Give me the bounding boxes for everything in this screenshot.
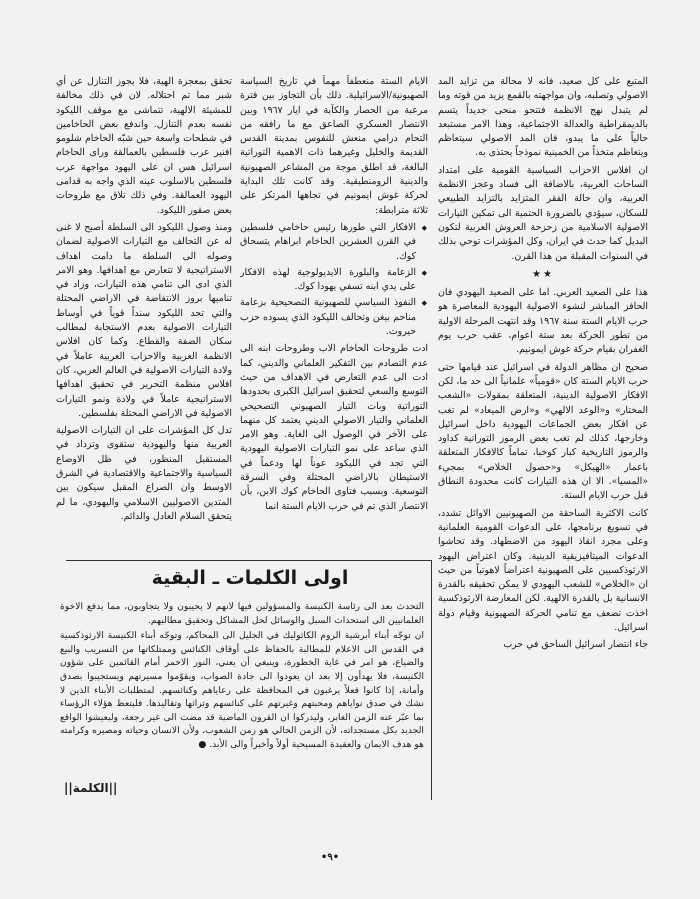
paragraph: ادت طروحات الحاخام الاب وطروحات ابنه الى عدم التصادم بين التفكير العلماني والديني، كما ادت الى عدم التعارض في الاهداف من حيث التوسع والسعي لتحقيق اسرائيل الكبرى بحدودها التوراتية وبات التيار الصهيوني التصحيحي العلماني والتيار الاصولي الديني يعتمد كل منهما على الآخر في الوصول الى الغاية. وهو الامر الذي ساعد على نمو التيارات الاصولية اليهودية التي تجد في الليكود عوناً لها ودعماً في الاستيطان بالاراضي المحتلة وفي السرقة التوسعية. وبسبب فتاوى الحاخام كوك الابن، بأن الانتصار الذي تم في حرب الايام الستة انما <box>240 343 428 512</box>
paragraph: التحدث بعد الى رئاسة الكنيسة والمسؤولين فيها لانهم لا يجيبون ولا يتجاوبون، مما يدفع الاخوة العلمانيين الى استحداث السبل والوسائل لحل المشاكل وتحقيق مطالبهم. <box>60 601 424 626</box>
paragraph: جاء انتصار اسرائيل الساحق في حرب <box>503 639 648 651</box>
box-body <box>60 600 424 778</box>
paragraph: ان افلاس الاحزاب السياسية القومية على امتداد الساحات العربية، بالاضافة الى فساد وعجز الانظمة العربية، وان حالة الفقر المتزايد بالتزايد الطبيعي للسكان، سيؤدي بالضرورة الحتمية الى تمكين التيارات الاصولية الاسلامية من زحزحة العروش العربية لتكون البديل كما حدث في ايران، وكل المؤشرات توحي بذلك في السنوات المقبلة من هذا القرن. <box>438 164 648 262</box>
list-item: ◆ الافكار التي طورها رئيس حاخامي فلسطين في القرن العشرين الحاخام ابراهام يتسحاق كوك. <box>240 221 416 264</box>
section-ornament: ★★ <box>532 268 554 280</box>
paragraph: هذا على الصعيد العربي. اما على الصعيد اليهودي فان الحافز المباشر لنشوء الاصولية اليهودية المعاصرة هو حرب الايام الستة سنة ١٩٦٧ وقد انتهت المرحلة الاولية من تطور الحركة بعد ستة اعوام، عقب حرب يوم الغفران بقيام حركة غوش ايمونيم. <box>438 287 648 356</box>
paragraph: ان توجّه أبناء أبرشية الروم الكاثوليك في الجليل الى المحاكم، وتوجّه أبناء الكنيسة الارثوذكسية في القدس الى الاعلام للمطالبة بالحفاظ على أوقاف الكنائس وممتلكاتها من التسريب والبيع والضياع، هو امر في غاية الخطورة، وينبغي أن يعني، النور الاحمر أمام القائمين على شؤون الكنيسة، فلا يهدأون إلا بعد ان يعودوا الى جادة الصواب، ويقوّموا مسيرتهم ويستجيبوا بصدق وأمانة، إذا كانوا فعلاً يرغبون في المحافظة على رعاياهم وكنائسهم. لمتطلبات الأبناء الذين لا نشك في صدق نواياهم ومحبتهم وغيرتهم على كنائسهم وتراثها وتقاليدها. فليتعظ هؤلاء الرؤساء بما عبّر عنه الزمن الغابر، وليدركوا ان القرون الماضية قد مضت الى غير رجعة، وليعيشوا الواقع الجديد بكل مستجداته، لأن الزمن الحالي هو زمن الشعوب، ولأن الانسان وحياته ومصيره وكرامته هو هدف الايمان والعقيدة المسيحية أولاً وأخيراً والى الأبد. ● <box>60 630 424 750</box>
box-divider-horizontal <box>66 560 432 561</box>
page-number-text: ٩ <box>327 852 333 863</box>
paragraph: تدل كل المؤشرات على ان التيارات الاصولية العربية منها واليهودية ستقوى وتزداد في المستقبل المنظور، في ظل الاوضاع السياسية والاجتماعية والاقتصادية في الشرق الاوسط وان الصراع المقبل سيكون بين المتدين الاصوليين الاسلامي واليهودي، ما لم يتحقق السلام العادل والدائم. <box>56 425 232 522</box>
page-number: •٩• <box>320 852 340 863</box>
paragraph: كانت الاكثرية الساحقة من الصهيونيين الاوائل تشدد، في تسويغ برنامجها، على الدعوات القومية العلمانية وعلى مجرد انقاذ اليهود من الاضطهاد. وقد تحاشوا الدعوات الميتافيزيقية الدينية. وكان اعتراض اليهود الارثوذكسيين على الصهيونية اعتراضاً لاهوتياً من حيث ان «الخلاص» للشعب اليهودي لا يمكن تحقيقه بالقدرة الانسانية بل بالقدرة الالهية. لكن المعارضة الارثوذكسية اخذت تضعف مع تنامي الحركة الصهيونية وقيام دولة اسرائيل. <box>438 507 648 633</box>
list-item: ◆ النفوذ السياسي للصهيونية التصحيحية بزعامة مناحم بيغن وتحالف الليكود الذي يسوده حزب حيروت. <box>240 296 416 339</box>
article-column-left <box>56 75 232 560</box>
paragraph: تحقق بمعجزة الهية، فلا يجوز التنازل عن أي شبر مما تم احتلاله. لان في ذلك مخالفة للمشيئة الالهية، تتماشى مع موقف الليكود نفسه بعدم التنازل. واندفع بعض الحاخامين في شطحات واسعة حين شبّه الحاخام شلومو افنير عرب فلسطين بالعمالقة وراى الحاخام اسرائيل هس ان على اليهود مواجهة عرب فلسطين بالاسلوب عينه الذي واجه به قدامى اليهود العمالقة. وفي ذلك تلاق مع طروحات بعض صقور الليكود. <box>56 76 232 216</box>
signature-text: الكلمة <box>72 781 109 795</box>
paragraph: المتبع على كل صعيد، فانه لا محالة من تزايد المد الاصولي وتصلبه، وان مواجهته بالقمع يزيد من قوته وما لم يتبدل نهج الانظمة فتتحو منحى جديداً يتسم بالديمقراطية والعدالة الاجتماعية، وهذا الامر مستبعد حالياً على ما يبدو، فان المد الاصولي سيتعاظم ويتعاظم متخذاً من الخمينية نموذجاً يحتذى به. <box>438 76 648 159</box>
box-title: اولى الكلمات ـ البقية <box>151 567 349 589</box>
bullet-list <box>240 221 428 339</box>
article-column-right <box>438 75 648 835</box>
article-column-middle <box>240 75 428 560</box>
list-item: ◆ الزعامة والبلورة الايديولوجية لهذه الافكار على يدي ابنه تسفي يهودا كوك. <box>240 266 416 295</box>
paragraph: ومنذ وصول الليكود الى السلطة أصبح لا غنى له عن التحالف مع التيارات الاصولية لضمان وصوله الى السلطة ما دامت اهداف الاستراتيجية لا تتعارض مع اهدافها. وهو الامر الذي ادى الى تنامي هذه التيارات، وزاد في تنامیها بروز الانتفاضة في الاراضي المحتلة والتي تجد الليكود سنداً قوياً في أوساط التيارات الاصولية بعدم الاستجابة لمطالب سكان الضفة والقطاع. وكما كان افلاس الانظمة العربية والاحزاب العربية عاملاً في ولادة التيارات الاصولية في العالم العربي، كان افلاس منظمة التحرير في تحقيق اهدافها الاستراتيجية عاملاً في ولادة ونمو التيارات الاصولية في الاراضي المحتلة بفلسطين. <box>56 221 232 419</box>
paragraph: صحيح ان مظاهر الدولة في اسرائيل عند قيامها حتى حرب الايام الستة كان «قومياً» علمانياً الى حد ما، لكن الافكار الاصولية الدينية، المتعلقة بمقولات «الشعب المختار» و«الوعد الالهي» و«ارض الميعاد» لم تغب عن افكار بعض الجماعات اليهودية داخل اسرائيل وخارجها، كذلك لم تغب بعض الرموز التوراتية كداود والرموز التاريخية كبار كوخبا، تماماً كالافكار المتعلقة باعمار «الهيكل» و«حصول الخلاص» بمجيء «المسيا». الا ان هذه التيارات كانت محدودة النطاق قبل حرب الايام الستة. <box>438 361 648 502</box>
signature: ||الكلمة|| <box>64 781 118 795</box>
box-divider-vertical <box>431 560 432 800</box>
paragraph: الايام الستة منعطفاً مهماً في تاريخ السياسة الصهيونية/الاسرائيلية. ذلك بأن التجاوز بين فترة مرعبة من الحصار والكآبة في ايار ١٩٦٧ وبين الانتصار العسكري الصاعق مع ما رافقه من التحام درامي منعش للنفوس بمدينة القدس القديمة والخليل وغيرهما ذات الاهمية التوراتية البالغة، قد اطلق موجة من المشاعر الصهيونية والدينية الرومنطيقية. وقد كانت تلك البداية لحركة غوش ايمونيم في تجاهها المرتكز على ثلاثة مترابطة: <box>240 76 428 216</box>
